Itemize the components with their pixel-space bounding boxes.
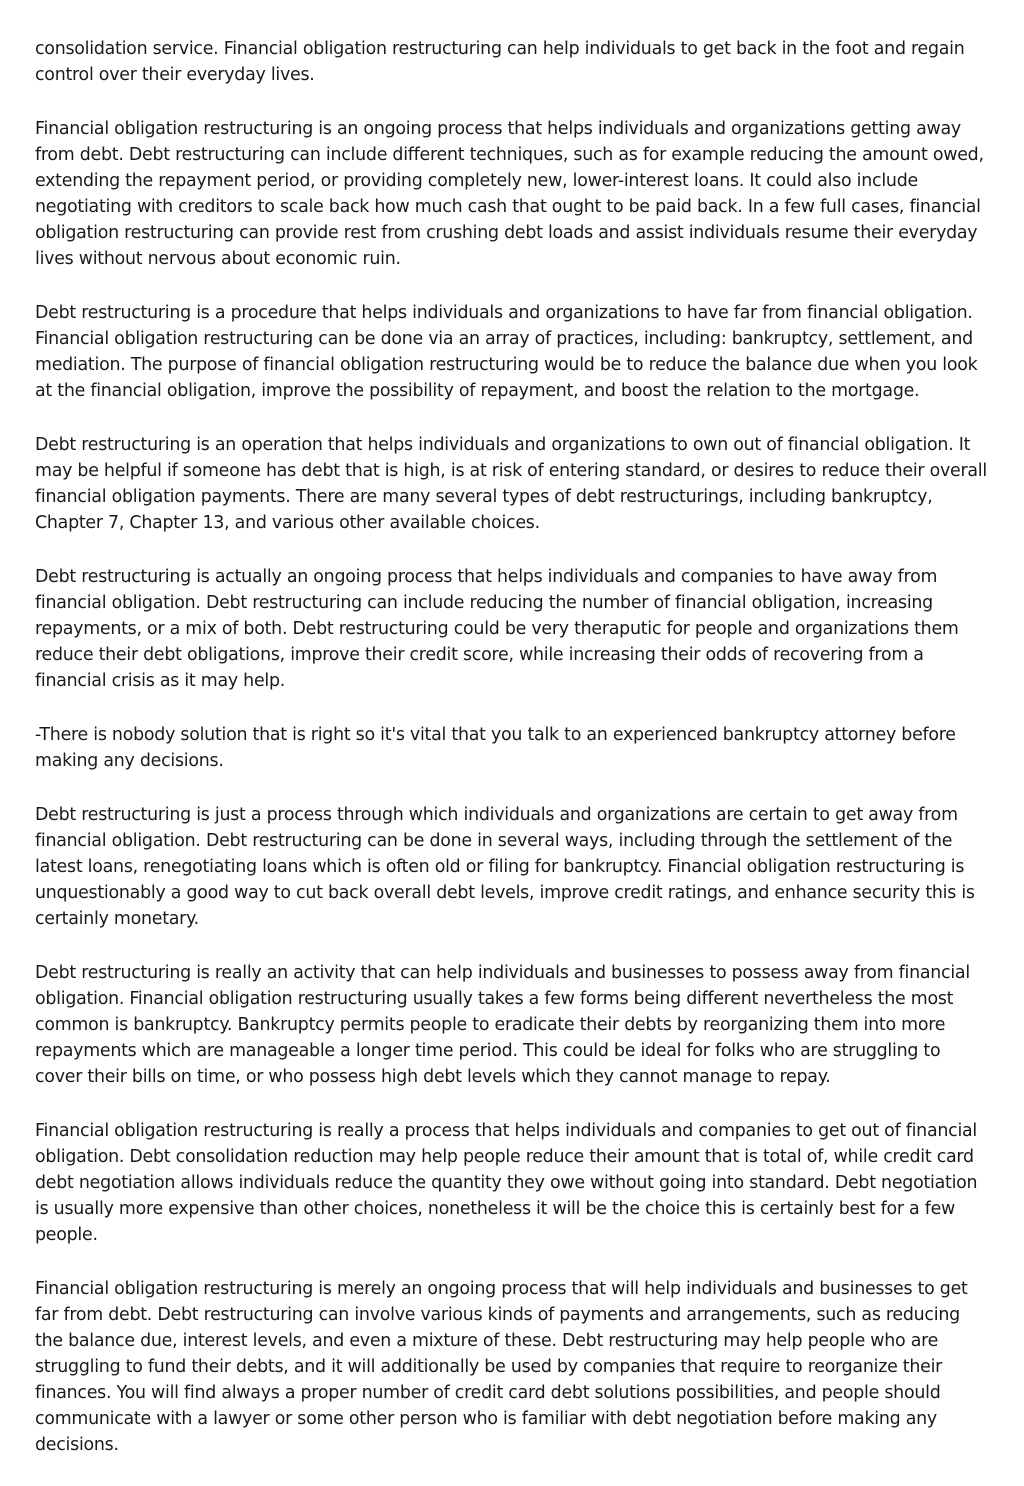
paragraph: Debt restructuring is just a process through which individuals and organizations are certain to get away from financial obligation. Debt restructuring can be done in several ways, including through the settlement of the latest loans, renegotiating loans which is often old or filing for bankruptcy. Financial obligation restructuring is unquestionably a good way to cut back overall debt levels, improve credit ratings, and enhance security this is certainly monetary. xyxy=(35,805,975,929)
paragraph: Debt restructuring is a procedure that helps individuals and organizations to have far from financial obligation. Financial obligation restructuring can be done via an array of practices, including: bankruptcy, settlement, and mediation. The purpose of financial obligation restructuring would be to reduce the balance due when you look at the financial obligation, improve the possibility of repayment, and boost the relation to the mortgage. xyxy=(35,303,978,401)
paragraph: Debt restructuring is an operation that helps individuals and organizations to own out of financial obligation. It may be helpful if someone has debt that is high, is at risk of entering standard, or desires to reduce their overall financial obligation payments. There are many several types of debt restructurings, including bankruptcy, Chapter 7, Chapter 13, and various other available choices. xyxy=(35,435,987,533)
paragraph: -There is nobody solution that is right so it's vital that you talk to an experienced bankruptcy attorney before making any decisions. xyxy=(35,725,956,771)
paragraph: Debt restructuring is actually an ongoing process that helps individuals and companies to have away from financial obligation. Debt restructuring can include reducing the number of financial obligation, increasing repayments, or a mix of both. Debt restructuring could be very theraputic for people and organizations them reduce their debt obligations, improve their credit score, while increasing their odds of recovering from a financial crisis as it may help. xyxy=(35,567,959,691)
document-body xyxy=(35,36,991,1486)
paragraph: consolidation service. Financial obligation restructuring can help individuals to get back in the foot and regain control over their everyday lives. xyxy=(35,39,965,85)
paragraph: Financial obligation restructuring is really a process that helps individuals and companies to get out of financial obligation. Debt consolidation reduction may help people reduce their amount that is total of, while credit card debt negotiation allows individuals reduce the quantity they owe without going into standard. Debt negotiation is usually more expensive than other choices, nonetheless it will be the choice this is certainly best for a few people. xyxy=(35,1121,978,1245)
paragraph: Financial obligation restructuring is an ongoing process that helps individuals and organizations getting away from debt. Debt restructuring can include different techniques, such as for example reducing the amount owed, extending the repayment period, or providing completely new, lower-interest loans. It could also include negotiating with creditors to scale back how much cash that ought to be paid back. In a few full cases, financial obligation restructuring can provide rest from crushing debt loads and assist individuals resume their everyday lives without nervous about economic ruin. xyxy=(35,119,984,269)
paragraph: Debt restructuring is really an activity that can help individuals and businesses to possess away from financial obligation. Financial obligation restructuring usually takes a few forms being different nevertheless the most common is bankruptcy. Bankruptcy permits people to eradicate their debts by reorganizing them into more repayments which are manageable a longer time period. This could be ideal for folks who are struggling to cover their bills on time, or who possess high debt levels which they cannot manage to repay. xyxy=(35,963,970,1087)
paragraph: Financial obligation restructuring is merely an ongoing process that will help individuals and businesses to get far from debt. Debt restructuring can involve various kinds of payments and arrangements, such as reducing the balance due, interest levels, and even a mixture of these. Debt restructuring may help people who are struggling to fund their debts, and it will additionally be used by companies that require to reorganize their finances. You will find always a proper number of credit card debt solutions possibilities, and people should communicate with a lawyer or some other person who is familiar with debt negotiation before making any decisions. xyxy=(35,1279,968,1455)
